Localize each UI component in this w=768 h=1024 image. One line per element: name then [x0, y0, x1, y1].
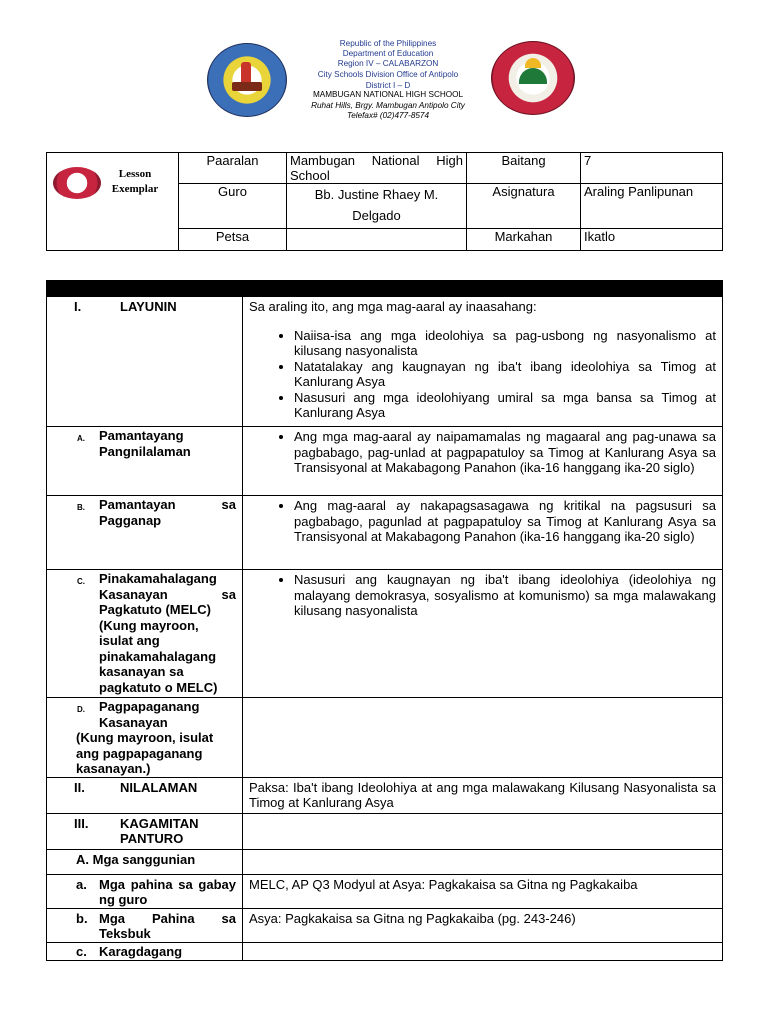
- petsa-label: Petsa: [179, 229, 287, 251]
- item-label: Pinakamahalagang Kasanayan sa Pagkatuto (MELC): [99, 571, 236, 617]
- layunin-intro: Sa araling ito, ang mga mag-aaral ay inaasahang:: [249, 299, 537, 314]
- deped-seal-logo: [207, 43, 287, 117]
- school-name: MAMBUGAN NATIONAL HIGH SCHOOL: [312, 90, 464, 99]
- kagamitan-number: III.: [74, 815, 89, 831]
- kagamitan-content: [243, 813, 723, 849]
- sun-icon: [525, 58, 541, 68]
- gabay-guro-heading: [47, 874, 243, 908]
- nilalaman-number: II.: [74, 779, 85, 795]
- row-pamantayang-pangnilalaman: [47, 427, 723, 496]
- lesson-exemplar-cell: [47, 153, 179, 251]
- lesson-info-table: [46, 152, 723, 251]
- school-seal-logo: [491, 41, 575, 115]
- header-line-2: Department of Education: [342, 49, 434, 58]
- list-item: • Nasusuri ang mga ideolohiyang umiral sa mga bansa sa Timog at Kanlurang Asya: [294, 390, 716, 421]
- item-letter: a.: [76, 876, 87, 892]
- nilalaman-label: NILALAMAN: [120, 779, 198, 795]
- item-letter: D.: [77, 705, 85, 714]
- teksbuk-heading: [47, 908, 243, 942]
- guro-value: Bb. Justine Rhaey M. Delgado: [287, 184, 467, 229]
- teksbuk-content: Asya: Pagkakaisa sa Gitna ng Pagkakaiba (pg. 243-246): [243, 908, 723, 942]
- kagamitan-label: KAGAMITAN PANTURO: [120, 815, 199, 846]
- item-label: Pamantayan sa Pagganap: [99, 497, 236, 528]
- hill-icon: [519, 68, 547, 84]
- item-letter: c.: [76, 943, 87, 959]
- list-item: • Naiisa-isa ang mga ideolohiya sa pag-usbong ng nasyonalismo at kilusang nasyonalista: [294, 328, 716, 359]
- item-label: Pagpapaganang Kasanayan: [99, 699, 200, 730]
- gabay-guro-content: MELC, AP Q3 Modyul at Asya: Pagkakaisa sa Gitna ng Pagkakaiba: [243, 874, 723, 908]
- karagdagang-content: [243, 942, 723, 960]
- item-label: Karagdagang: [99, 943, 183, 959]
- item-label: Pamantayang Pangnilalaman: [99, 428, 191, 459]
- item-letter: A.: [77, 434, 85, 443]
- layunin-number: I.: [74, 299, 82, 314]
- sanggunian-content: [243, 849, 723, 874]
- row-karagdagang: [47, 942, 723, 960]
- pagpapaganang-kasanayan-heading: [47, 698, 243, 778]
- header-line-4: City Schools Division Office of Antipolo: [317, 70, 459, 79]
- row-kagamitan: [47, 813, 723, 849]
- school-address: Ruhat Hills, Brgy. Mambugan Antipolo City: [311, 101, 465, 110]
- markahan-value: Ikatlo: [581, 229, 723, 251]
- melc-heading: [47, 570, 243, 698]
- nilalaman-content: Paksa: Iba't ibang Ideolohiya at ang mga malawakang Kilusang Nasyonalista sa Timog at Kanlurang Asya: [243, 777, 723, 813]
- pamantayang-pangnilalaman-heading: [47, 427, 243, 496]
- item-note: (Kung mayroon, isulat ang pagpapaganang kasanayan.): [76, 730, 214, 776]
- lesson-exemplar-label: Lesson Exemplar: [111, 168, 159, 195]
- book-icon: [232, 82, 262, 91]
- list-item: • Nasusuri ang kaugnayan ng iba't ibang ideolohiya (ideolohiya ng malayang demokrasya, sosyalismo at komunismo) sa mga malawakang kilusang nasyonalista: [294, 572, 716, 619]
- list-item: • Ang mag-aaral ay nakapagsasagawa ng kritikal na pagsusuri sa pagbabago, pagunlad at pagpapatuloy sa Timog at Kanlurang Asya sa Transisyonal at Makabagong Panahon (ika-16 hanggang ika-20 siglo): [294, 498, 716, 545]
- row-melc: [47, 570, 723, 698]
- header-line-5: District I – D: [365, 81, 411, 90]
- header-bar: [47, 281, 723, 297]
- item-letter: B.: [77, 503, 85, 512]
- nilalaman-heading: [47, 777, 243, 813]
- layunin-label: LAYUNIN: [120, 299, 177, 314]
- kagamitan-heading: [47, 813, 243, 849]
- pagpapaganang-kasanayan-content: [243, 698, 723, 778]
- asignatura-value: Araling Panlipunan: [581, 184, 723, 229]
- pamantayan-pagganap-content: [243, 496, 723, 570]
- row-sanggunian: [47, 849, 723, 874]
- paaralan-label: Paaralan: [179, 153, 287, 184]
- item-letter: C.: [77, 577, 85, 586]
- school-telefax: Telefax# (02)477-8574: [346, 111, 430, 120]
- baitang-label: Baitang: [467, 153, 581, 184]
- layunin-list: [249, 328, 716, 421]
- baitang-value: 7: [581, 153, 723, 184]
- row-layunin: [47, 297, 723, 427]
- item-note: (Kung mayroon, isulat ang pinakamahalagang kasanayan sa pagkatuto o MELC): [99, 617, 218, 695]
- layunin-heading: [47, 297, 243, 427]
- asignatura-label: Asignatura: [467, 184, 581, 229]
- guro-label: Guro: [179, 184, 287, 229]
- school-seal-small-logo: [53, 167, 101, 199]
- row-teksbuk: [47, 908, 723, 942]
- item-label: Mga Pahina sa Teksbuk: [99, 910, 236, 941]
- sanggunian-heading: A. Mga sanggunian: [47, 849, 243, 874]
- paaralan-value: Mambugan National High School: [287, 153, 467, 184]
- pamantayan-pagganap-heading: [47, 496, 243, 570]
- item-label: Mga pahina sa gabay ng guro: [99, 876, 236, 907]
- item-letter: b.: [76, 910, 88, 926]
- layunin-content: [243, 297, 723, 427]
- list-item: • Ang mga mag-aaral ay naipamamalas ng magaaral ang pag-unawa sa pagbabago, pag-unlad at pagpapatuloy sa Timog at Kanlurang Asya sa Transisyonal at Makabagong Panahon (ika-16 hanggang ika-20 siglo): [294, 429, 716, 476]
- karagdagang-heading: [47, 942, 243, 960]
- row-pamantayan-pagganap: [47, 496, 723, 570]
- row-nilalaman: [47, 777, 723, 813]
- list-item: • Natatalakay ang kaugnayan ng iba't ibang ideolohiya sa Timog at Kanlurang Asya: [294, 359, 716, 390]
- header-line-1: Republic of the Philippines: [339, 39, 437, 48]
- markahan-label: Markahan: [467, 229, 581, 251]
- lesson-plan-table: [46, 280, 723, 961]
- petsa-value: [287, 229, 467, 251]
- melc-content: [243, 570, 723, 698]
- pamantayang-pangnilalaman-content: [243, 427, 723, 496]
- row-pagpapaganang-kasanayan: [47, 698, 723, 778]
- row-gabay-guro: [47, 874, 723, 908]
- header-line-3: Region IV – CALABARZON: [337, 59, 439, 68]
